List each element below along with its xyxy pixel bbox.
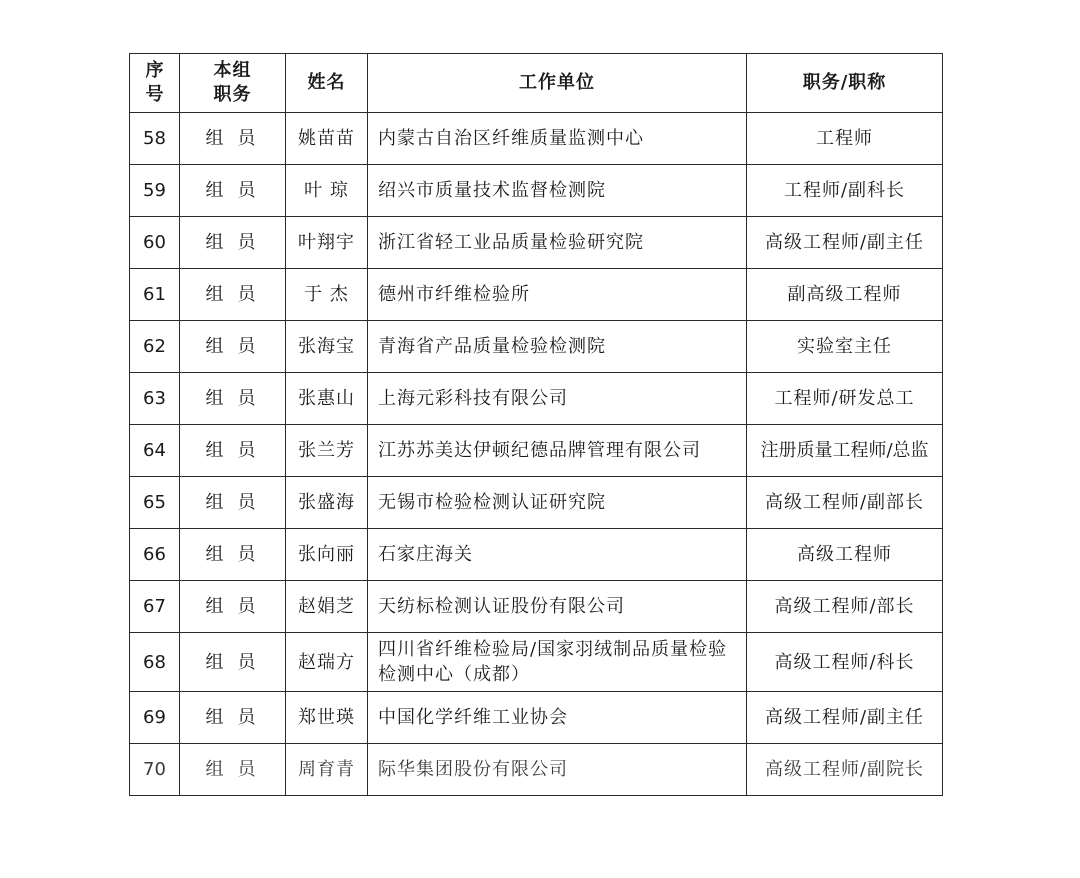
row-unit: 天纺标检测认证股份有限公司: [368, 581, 747, 633]
row-unit: 德州市纤维检验所: [368, 269, 747, 321]
table-row: [130, 217, 943, 269]
member-table: [129, 53, 943, 796]
row-title: 高级工程师: [747, 529, 943, 581]
row-role: 组员: [180, 633, 286, 692]
table-header-row: [130, 54, 943, 113]
row-no: 58: [130, 113, 180, 165]
row-unit: 内蒙古自治区纤维质量监测中心: [368, 113, 747, 165]
row-role: 组员: [180, 113, 286, 165]
header-unit: 工作单位: [368, 54, 747, 113]
row-title: 实验室主任: [747, 321, 943, 373]
row-no: 66: [130, 529, 180, 581]
table-row: [130, 744, 943, 796]
table-row: [130, 529, 943, 581]
row-name: 赵瑞方: [286, 633, 368, 692]
row-no: 69: [130, 692, 180, 744]
row-unit: 绍兴市质量技术监督检测院: [368, 165, 747, 217]
row-role: 组员: [180, 373, 286, 425]
row-role: 组员: [180, 269, 286, 321]
row-title: 高级工程师/部长: [747, 581, 943, 633]
row-name: 张惠山: [286, 373, 368, 425]
row-no: 70: [130, 744, 180, 796]
row-no: 65: [130, 477, 180, 529]
row-title: 高级工程师/副主任: [747, 217, 943, 269]
header-title: 职务/职称: [747, 54, 943, 113]
row-unit: 四川省纤维检验局/国家羽绒制品质量检验检测中心（成都）: [368, 633, 747, 692]
table-row: [130, 321, 943, 373]
row-no: 64: [130, 425, 180, 477]
row-role: 组员: [180, 165, 286, 217]
row-name: 张向丽: [286, 529, 368, 581]
table-row: [130, 269, 943, 321]
table-row: [130, 113, 943, 165]
row-role: 组员: [180, 217, 286, 269]
table-row: [130, 581, 943, 633]
row-unit: 浙江省轻工业品质量检验研究院: [368, 217, 747, 269]
row-no: 63: [130, 373, 180, 425]
row-title: 高级工程师/科长: [747, 633, 943, 692]
row-unit: 江苏苏美达伊顿纪德品牌管理有限公司: [368, 425, 747, 477]
row-unit: 无锡市检验检测认证研究院: [368, 477, 747, 529]
row-title: 工程师/研发总工: [747, 373, 943, 425]
row-title: 高级工程师/副院长: [747, 744, 943, 796]
table-row: [130, 373, 943, 425]
table-row: [130, 165, 943, 217]
table-row: [130, 477, 943, 529]
row-role: 组员: [180, 581, 286, 633]
row-name: 周育青: [286, 744, 368, 796]
table-row: [130, 633, 943, 692]
row-unit: 石家庄海关: [368, 529, 747, 581]
row-unit: 青海省产品质量检验检测院: [368, 321, 747, 373]
row-role: 组员: [180, 477, 286, 529]
header-name: 姓名: [286, 54, 368, 113]
row-name: 张兰芳: [286, 425, 368, 477]
row-name: 张盛海: [286, 477, 368, 529]
row-title: 副高级工程师: [747, 269, 943, 321]
row-title: 工程师: [747, 113, 943, 165]
row-no: 68: [130, 633, 180, 692]
row-name: 叶翔宇: [286, 217, 368, 269]
row-name: 赵娟芝: [286, 581, 368, 633]
row-name: 张海宝: [286, 321, 368, 373]
row-role: 组员: [180, 744, 286, 796]
row-unit: 中国化学纤维工业协会: [368, 692, 747, 744]
row-name: 叶 琼: [286, 165, 368, 217]
row-no: 60: [130, 217, 180, 269]
row-role: 组员: [180, 321, 286, 373]
row-name: 郑世瑛: [286, 692, 368, 744]
row-title: 工程师/副科长: [747, 165, 943, 217]
row-title: 注册质量工程师/总监: [747, 425, 943, 477]
header-no: 序号: [130, 54, 180, 113]
row-no: 62: [130, 321, 180, 373]
row-no: 59: [130, 165, 180, 217]
table-row: [130, 425, 943, 477]
row-role: 组员: [180, 692, 286, 744]
row-title: 高级工程师/副主任: [747, 692, 943, 744]
row-unit: 际华集团股份有限公司: [368, 744, 747, 796]
row-unit: 上海元彩科技有限公司: [368, 373, 747, 425]
row-role: 组员: [180, 425, 286, 477]
row-name: 姚苗苗: [286, 113, 368, 165]
row-role: 组员: [180, 529, 286, 581]
row-no: 61: [130, 269, 180, 321]
row-no: 67: [130, 581, 180, 633]
row-title: 高级工程师/副部长: [747, 477, 943, 529]
row-name: 于 杰: [286, 269, 368, 321]
table-row: [130, 692, 943, 744]
header-role: 本组职务: [180, 54, 286, 113]
